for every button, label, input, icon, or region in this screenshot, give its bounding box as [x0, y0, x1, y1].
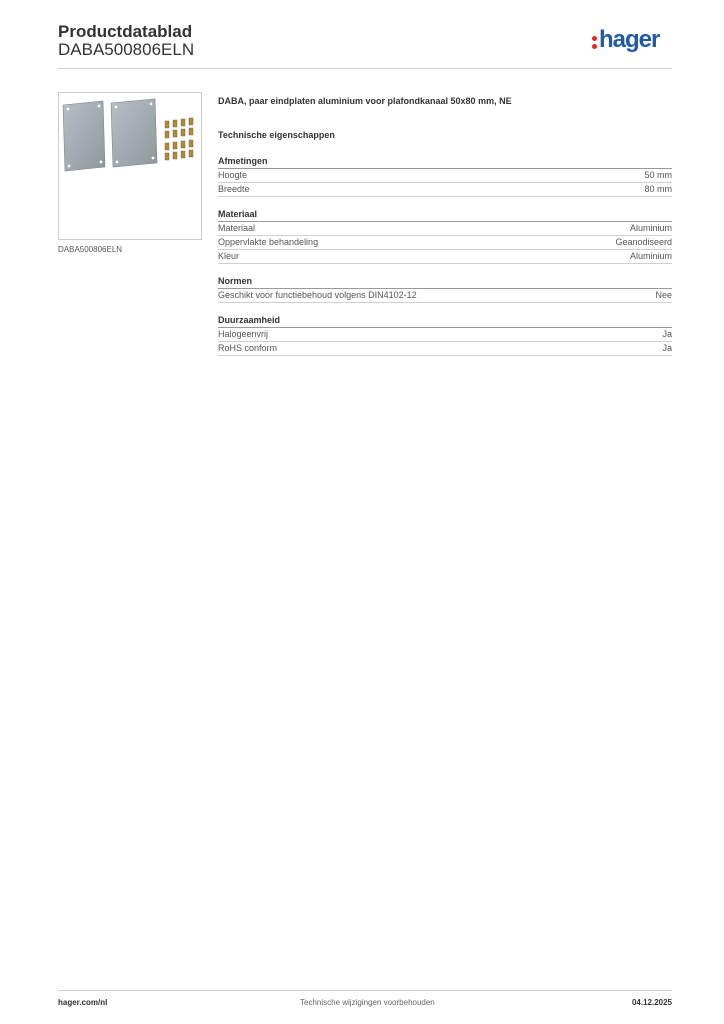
table-row: [218, 222, 672, 236]
row-value: Nee: [655, 290, 672, 300]
group-dimensions: [218, 156, 672, 197]
row-label: Hoogte: [218, 170, 248, 180]
footer-disclaimer: Technische wijzigingen voorbehouden: [300, 998, 435, 1007]
table-row: [218, 183, 672, 197]
product-description: DABA, paar eindplaten aluminium voor plafondkanaal 50x80 mm, NE: [218, 96, 512, 106]
page-title: Productdatablad: [58, 22, 193, 41]
row-label: Oppervlakte behandeling: [218, 237, 319, 247]
footer-date: 04.12.2025: [631, 998, 672, 1007]
row-value: Aluminium: [629, 251, 672, 261]
technical-properties-heading: Technische eigenschappen: [218, 130, 335, 140]
row-label: Kleur: [218, 251, 240, 261]
group-title: Duurzaamheid: [218, 315, 672, 328]
footer-divider: [58, 990, 672, 991]
table-row: [218, 169, 672, 183]
group-title: Materiaal: [218, 209, 672, 222]
end-plates-illustration-icon: [59, 93, 201, 239]
row-value: Aluminium: [629, 223, 672, 233]
row-label: RoHS conform: [218, 343, 278, 353]
photo-caption: DABA500806ELN: [58, 245, 123, 254]
row-label: Geschikt voor functiebehoud volgens DIN4102-12: [218, 290, 417, 300]
product-details: [218, 96, 672, 356]
row-value: 80 mm: [644, 184, 672, 194]
row-value: Geanodiseerd: [615, 237, 672, 247]
footer-website-link[interactable]: hager.com/nl: [58, 998, 108, 1007]
product-photo: [58, 92, 202, 240]
table-row: [218, 289, 672, 303]
group-title: Normen: [218, 276, 672, 289]
row-label: Breedte: [218, 184, 250, 194]
logo-text: hager: [599, 26, 660, 53]
table-row: [218, 236, 672, 250]
table-row: [218, 250, 672, 264]
row-value: Ja: [662, 343, 672, 353]
row-value: 50 mm: [644, 170, 672, 180]
group-standards: [218, 276, 672, 303]
row-label: Materiaal: [218, 223, 256, 233]
header-divider: [58, 68, 672, 69]
table-row: [218, 342, 672, 356]
product-code: DABA500806ELN: [58, 40, 195, 59]
row-label: Halogeenvrij: [218, 329, 269, 339]
logo-dots-icon: [592, 36, 597, 52]
hager-logo[interactable]: [592, 28, 674, 56]
group-title: Afmetingen: [218, 156, 672, 169]
table-row: [218, 328, 672, 342]
group-sustainability: [218, 315, 672, 356]
group-material: [218, 209, 672, 264]
row-value: Ja: [662, 329, 672, 339]
